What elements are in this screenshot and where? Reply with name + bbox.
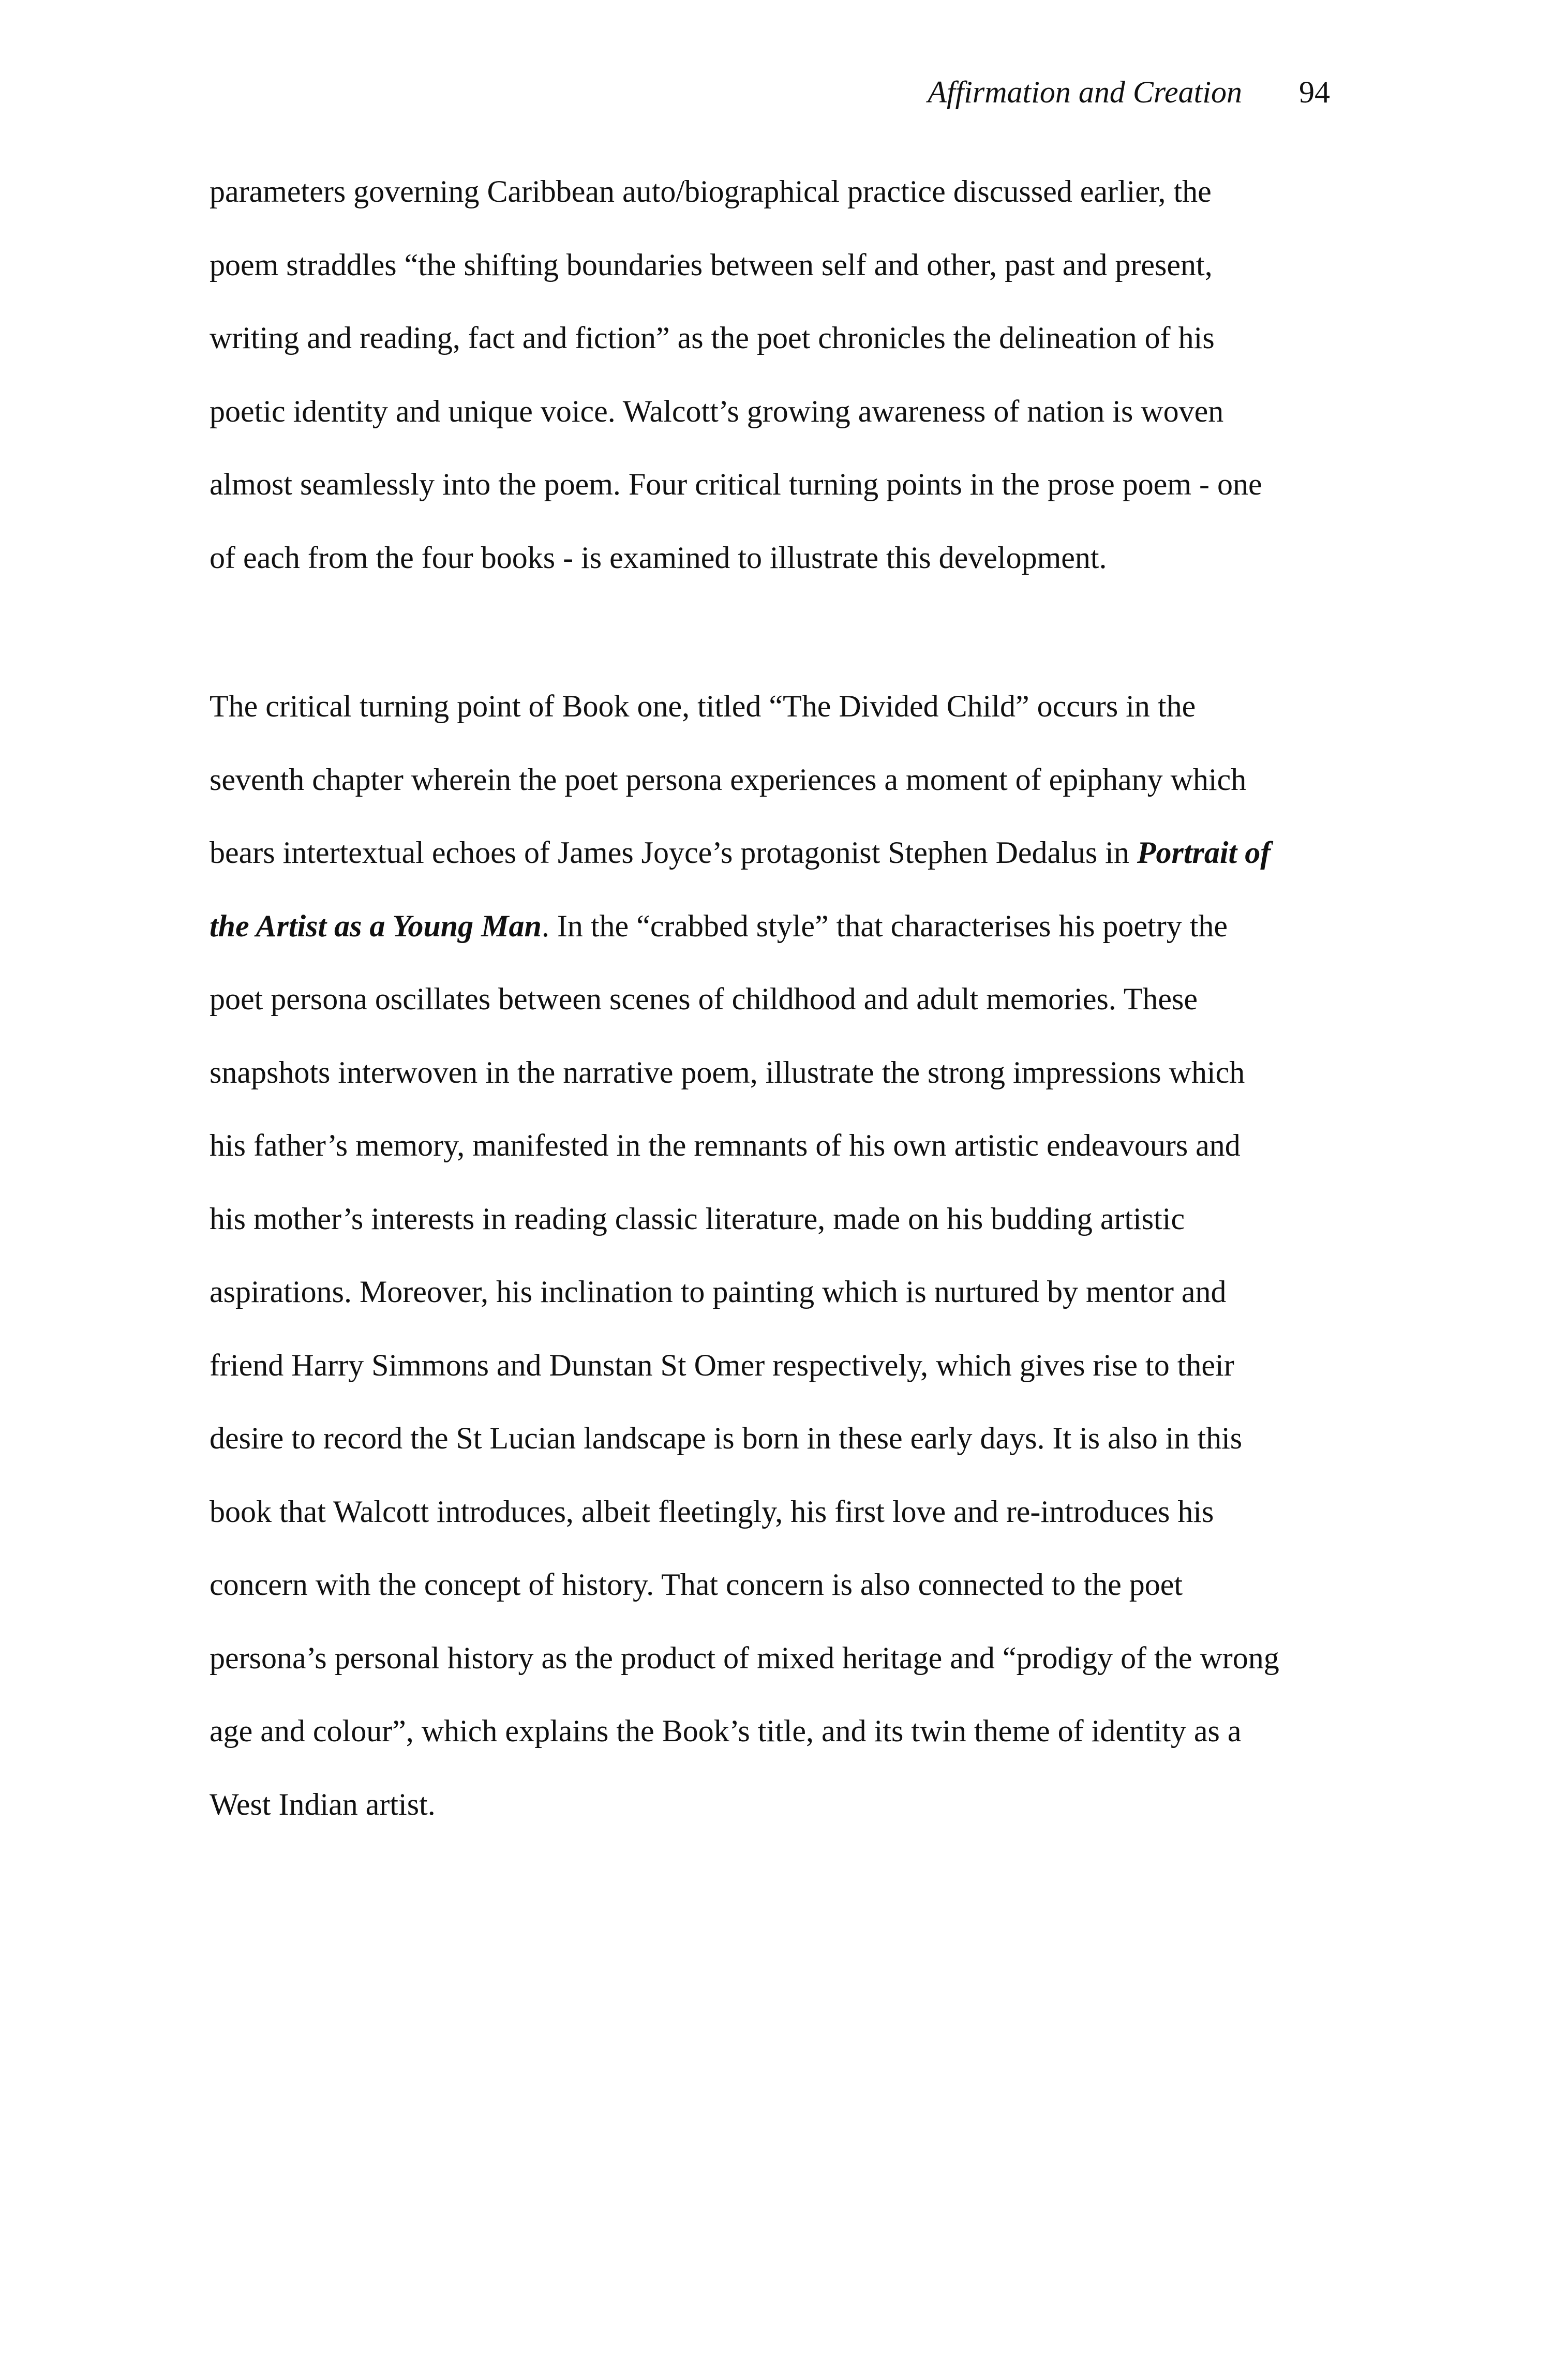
book-title-part-1: Portrait of: [1137, 835, 1271, 870]
page-number: 94: [1299, 75, 1330, 109]
text-line: age and colour”, which explains the Book’s title, and its twin theme of identity as a: [210, 1714, 1242, 1748]
text-line: of each from the four books - is examined to illustrate this development.: [210, 540, 1107, 575]
text-line: parameters governing Caribbean auto/biographical practice discussed earlier, the: [210, 174, 1212, 208]
text-line: persona’s personal history as the product of mixed heritage and “prodigy of the wrong: [210, 1640, 1279, 1675]
text-line: snapshots interwoven in the narrative poem, illustrate the strong impressions which: [210, 1055, 1245, 1089]
text-line: almost seamlessly into the poem. Four critical turning points in the prose poem - one: [210, 467, 1262, 501]
text-line: poem straddles “the shifting boundaries between self and other, past and present,: [210, 247, 1213, 282]
book-title-part-2: the Artist as a Young Man: [210, 908, 542, 943]
text-line: writing and reading, fact and fiction” as the poet chronicles the delineation of his: [210, 321, 1215, 355]
paragraph-1: [210, 155, 1379, 594]
line-text: . In the “crabbed style” that characterises his poetry the: [541, 908, 1228, 943]
text-line: [210, 890, 1379, 963]
text-line: [210, 816, 1379, 890]
text-line: concern with the concept of history. That concern is also connected to the poet: [210, 1567, 1183, 1602]
text-line: book that Walcott introduces, albeit fleetingly, his first love and re-introduces his: [210, 1494, 1214, 1529]
text-line: aspirations. Moreover, his inclination to painting which is nurtured by mentor and: [210, 1275, 1227, 1309]
text-line: poetic identity and unique voice. Walcott’s growing awareness of nation is woven: [210, 394, 1224, 428]
line-text: bears intertextual echoes of James Joyce’s protagonist Stephen Dedalus in: [210, 835, 1137, 870]
paragraph-2: [210, 670, 1379, 1841]
text-line: his mother’s interests in reading classic literature, made on his budding artistic: [210, 1201, 1185, 1236]
running-title: Affirmation and Creation: [928, 75, 1242, 109]
text-line: seventh chapter wherein the poet persona experiences a moment of epiphany which: [210, 762, 1247, 797]
text-line: poet persona oscillates between scenes of childhood and adult memories. These: [210, 982, 1198, 1016]
text-line: The critical turning point of Book one, titled “The Divided Child” occurs in the: [210, 689, 1196, 723]
text-line: friend Harry Simmons and Dunstan St Omer respectively, which gives rise to their: [210, 1348, 1234, 1382]
text-line: his father’s memory, manifested in the remnants of his own artistic endeavours and: [210, 1128, 1241, 1162]
running-header: [928, 71, 1330, 113]
text-line: desire to record the St Lucian landscape is born in these early days. It is also in this: [210, 1421, 1243, 1455]
text-line: West Indian artist.: [210, 1787, 436, 1821]
